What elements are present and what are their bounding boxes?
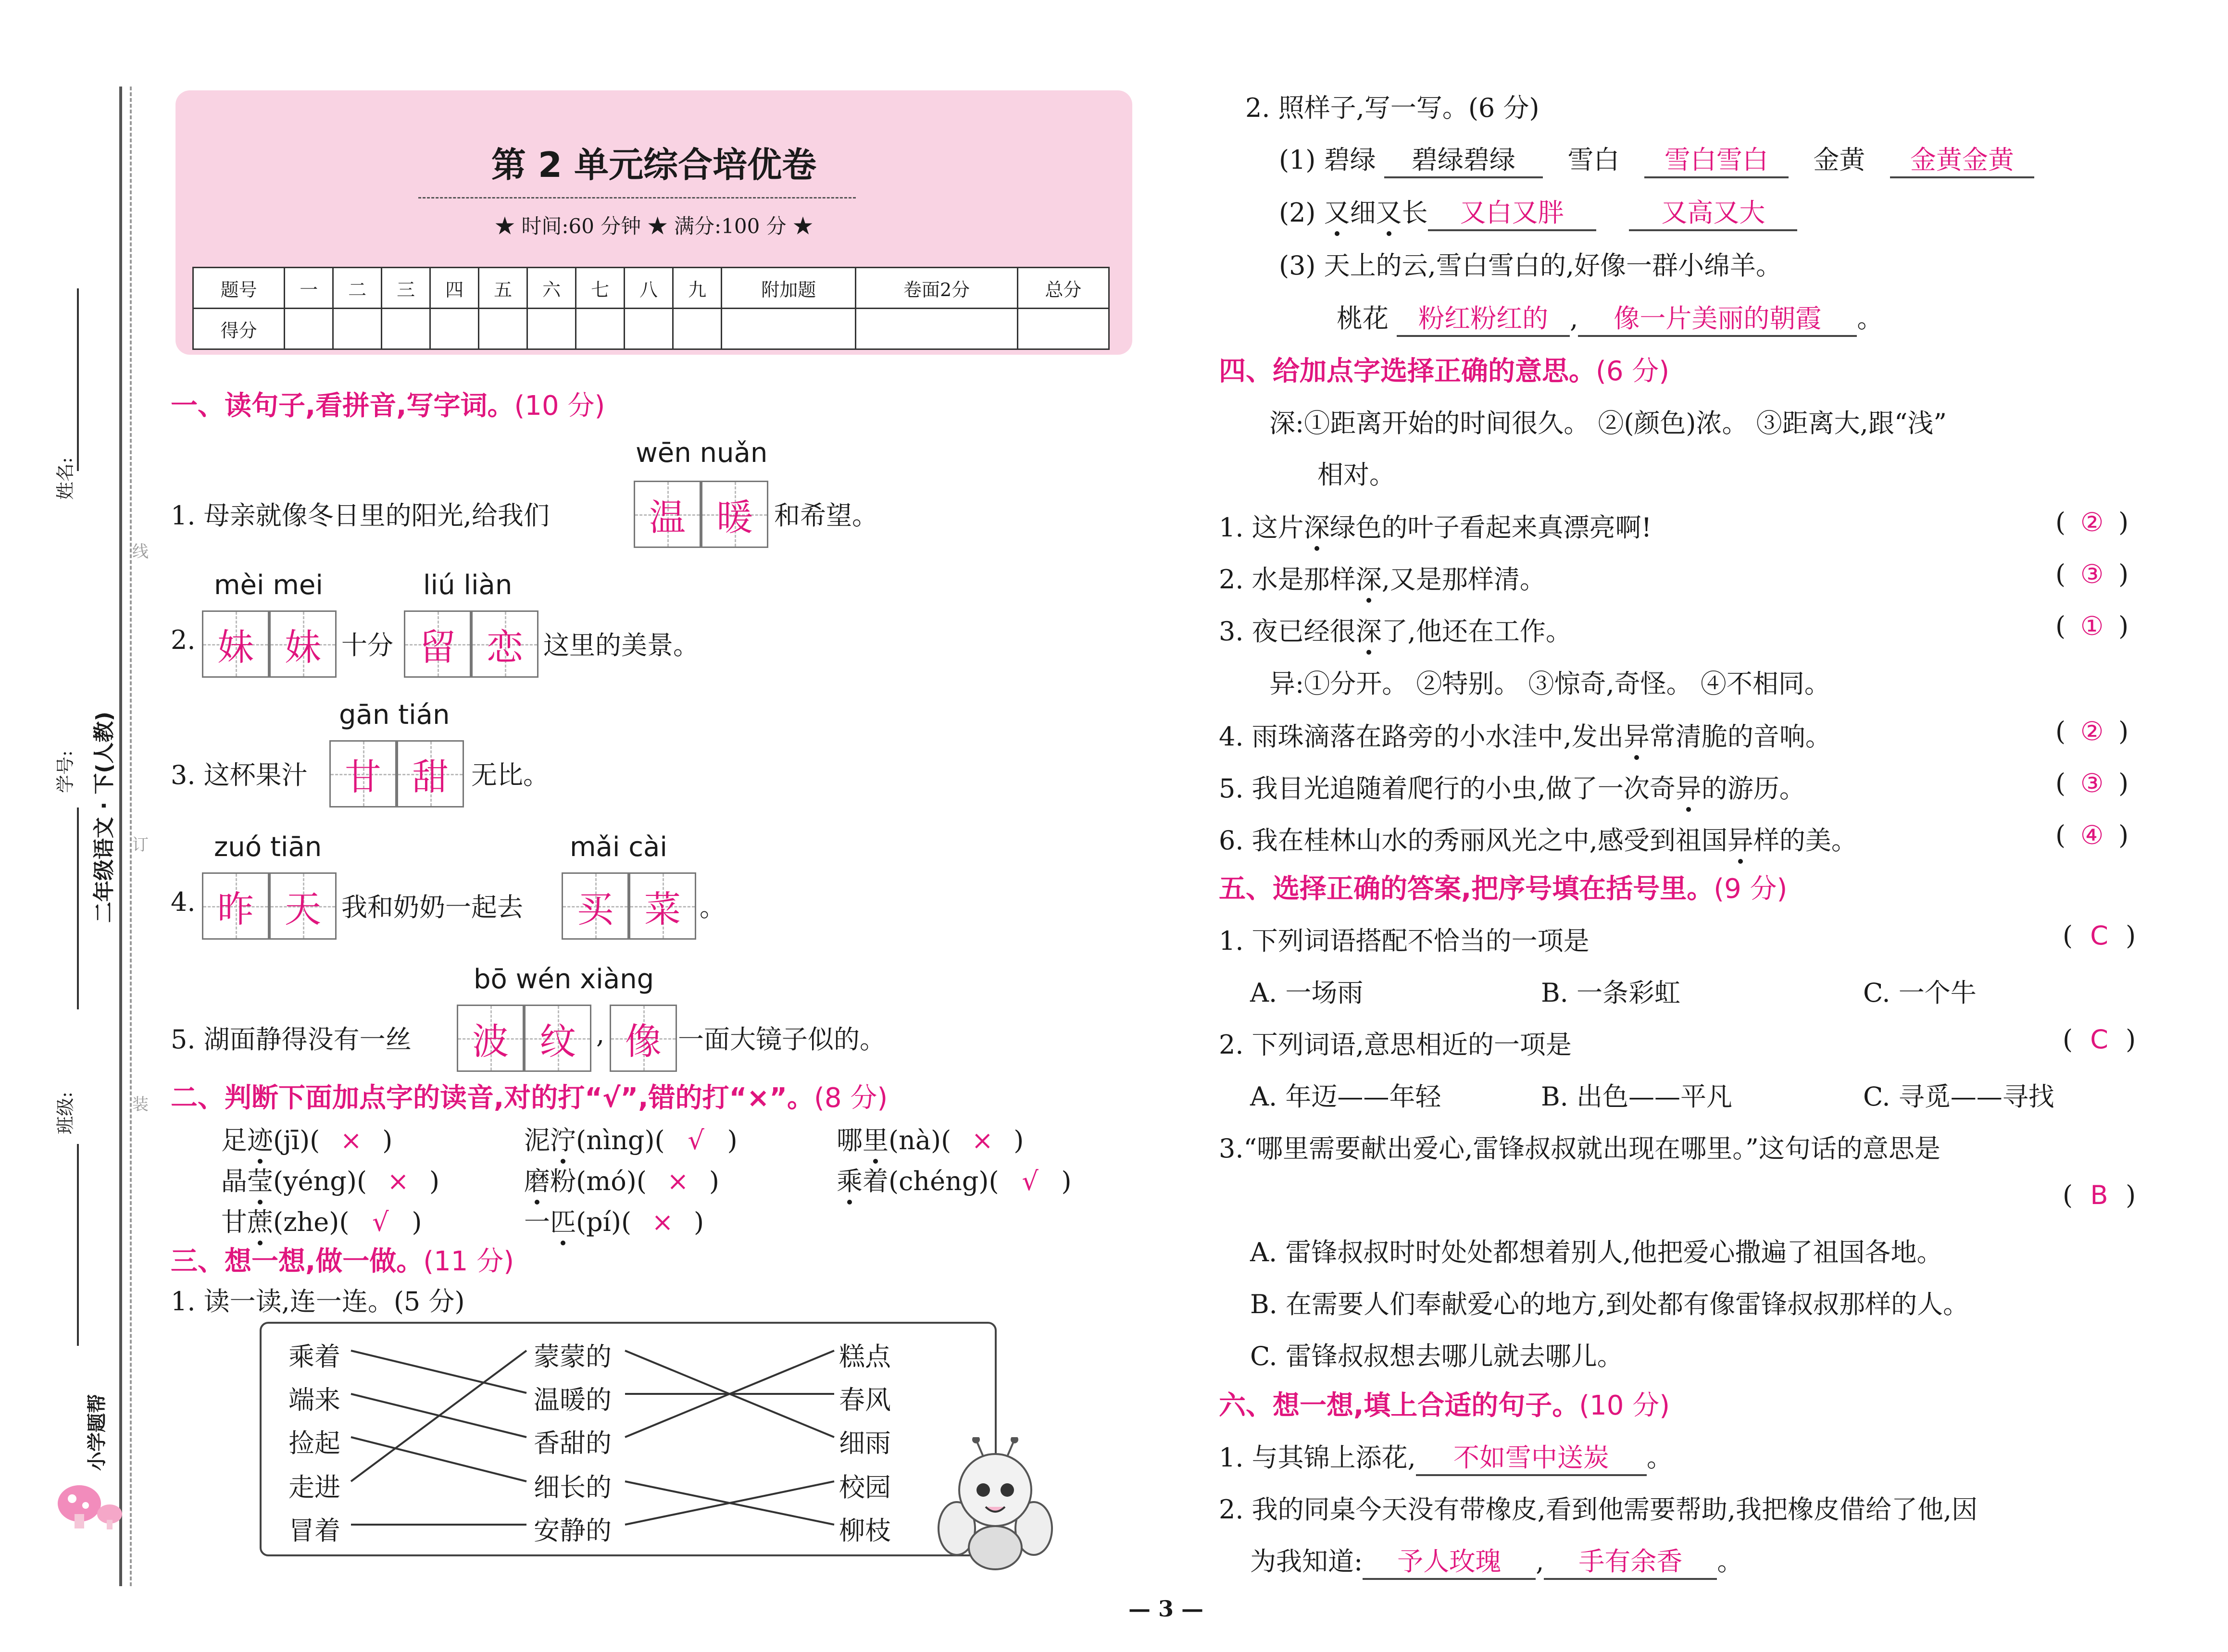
score-cell[interactable] — [382, 309, 430, 349]
s3-q2-1-line — [1279, 139, 2034, 178]
match-middle-item[interactable]: 蒙蒙的 — [534, 1341, 612, 1372]
pinyin-liulian: liú liàn — [423, 570, 513, 601]
pron-text: 甘 — [221, 1207, 247, 1237]
pron-dotted-char: 匹 — [550, 1202, 576, 1239]
q2-1-word2: 雪白 — [1567, 145, 1620, 175]
q1-1-before: 1. 母亲就像冬日里的阳光,给我们 — [171, 500, 550, 531]
section-4-title: 四、给加点字选择正确的意思。 — [1219, 356, 1596, 387]
pron-dotted-char: 泞 — [550, 1120, 576, 1157]
q1-2-num: 2. — [171, 625, 196, 655]
pron-text: 泥 — [524, 1125, 550, 1155]
pronunciation-item: 甘蔗(zhe)( √ ) — [221, 1202, 422, 1239]
score-col-6: 六 — [527, 268, 576, 309]
match-middle-item[interactable]: 温暖的 — [534, 1385, 612, 1415]
s6-q1-text: 1. 与其锦上添花, — [1219, 1442, 1416, 1473]
pron-text: 足 — [221, 1125, 247, 1155]
score-table — [192, 267, 1110, 350]
section-2-heading — [171, 1077, 888, 1115]
match-left-item[interactable]: 冒着 — [288, 1515, 340, 1546]
meaning-dotted: 深 — [1356, 611, 1382, 648]
s6-q1-end: 。 — [1646, 1442, 1673, 1473]
brand-name: 小学题帮 — [86, 1394, 108, 1471]
score-col-5: 五 — [479, 268, 527, 309]
char-box[interactable] — [524, 1005, 591, 1072]
pron-text: 一 — [524, 1207, 550, 1237]
meaning-answer: ② — [2080, 507, 2104, 537]
match-right-item[interactable]: 柳枝 — [839, 1515, 891, 1546]
q2-2-dot1: 又 — [1324, 192, 1350, 229]
score-col-neatness: 卷面2分 — [856, 268, 1017, 309]
match-middle-item[interactable]: 香甜的 — [534, 1428, 612, 1458]
pron-answer[interactable]: × — [667, 1166, 689, 1196]
s6-q2-text: 为我知道: — [1250, 1546, 1363, 1577]
meaning-answer: ② — [2080, 716, 2104, 746]
choice-question: 2. 下列词语,意思相近的一项是 — [1219, 1030, 1572, 1060]
choice-option: A. 一场雨 — [1250, 978, 1364, 1008]
answer-paren[interactable]: ( ① ) — [2055, 611, 2129, 641]
pronunciation-item: 磨粉(mó)( × ) — [524, 1161, 719, 1198]
section-3-title: 三、想一想,做一做。 — [171, 1246, 424, 1277]
s6-q2-answer2[interactable]: 手有余香 — [1544, 1541, 1717, 1580]
section-6-heading — [1219, 1384, 1670, 1423]
char-box[interactable] — [471, 610, 538, 678]
choice-option: C. 寻觅——寻找 — [1863, 1081, 2054, 1112]
meaning-pre: 2. 水是那样 — [1219, 564, 1356, 595]
choice-option: B. 在需要人们奉献爱心的地方,到处都有像雷锋叔叔那样的人。 — [1250, 1289, 1969, 1319]
score-col-4: 四 — [430, 268, 479, 309]
score-col-label: 题号 — [193, 268, 285, 309]
section-5-title: 五、选择正确的答案,把序号填在括号里。 — [1219, 873, 1714, 905]
pron-reading: (yéng)( — [273, 1166, 367, 1196]
choice-answer: B — [2090, 1180, 2108, 1210]
s6-q2-end: 。 — [1717, 1546, 1743, 1577]
pron-answer[interactable]: × — [971, 1125, 993, 1155]
student-id-label: 学号: — [55, 750, 76, 793]
q1-1-after: 和希望。 — [774, 500, 878, 531]
char-box[interactable] — [269, 610, 337, 678]
meaning-post: 绿色的叶子看起来真漂亮啊! — [1329, 512, 1652, 543]
q1-4-after: 。 — [700, 892, 726, 922]
pronunciation-item: 乘着(chéng)( √ ) — [837, 1161, 1072, 1198]
pinyin-maicai: mǎi cài — [570, 832, 667, 863]
pronunciation-item: 泥泞(nìng)( √ ) — [524, 1120, 738, 1157]
pinyin-wennuan: wēn nuǎn — [636, 437, 768, 469]
time-score-info: ★ 时间:60 分钟 ★ 满分:100 分 ★ — [494, 214, 813, 238]
meaning-item — [1219, 716, 1831, 753]
char-box[interactable] — [404, 610, 471, 678]
section-4-heading — [1219, 350, 1669, 388]
pron-reading: (zhe)( — [273, 1207, 350, 1237]
score-col-2: 二 — [333, 268, 382, 309]
pron-reading: (nìng)( — [576, 1125, 665, 1155]
pron-reading: (pí)( — [576, 1207, 632, 1237]
s6-q2-comma: , — [1536, 1546, 1544, 1577]
q2-3-subject: 桃花 — [1337, 303, 1389, 334]
pronunciation-item: 晶莹(yéng)( × ) — [221, 1161, 439, 1198]
char-box[interactable] — [634, 481, 701, 548]
q2-3-answer1[interactable]: 粉红粉红的 — [1397, 298, 1570, 337]
score-cell[interactable] — [527, 309, 576, 349]
book-title: 二年级语文 · 下(人教) — [92, 711, 116, 923]
score-cell[interactable] — [673, 309, 722, 349]
char-box[interactable] — [629, 872, 696, 940]
binding-line-outer — [119, 87, 122, 1586]
q2-2-answer1[interactable]: 又白又胖 — [1428, 192, 1596, 231]
meaning-post: 常清脆的音响。 — [1649, 721, 1831, 752]
score-cell[interactable] — [625, 309, 673, 349]
char-box[interactable] — [202, 872, 269, 940]
def-yi: 异:①分开。 ②特别。 ③惊奇,奇怪。 ④不相同。 — [1269, 669, 1830, 699]
q1-2-mid: 十分 — [341, 630, 393, 660]
char-box[interactable] — [202, 610, 269, 678]
meaning-answer: ④ — [2080, 820, 2104, 850]
mushroom-logo — [53, 1480, 125, 1533]
meaning-item — [1219, 820, 1857, 857]
meaning-pre: 3. 夜已经很 — [1219, 616, 1356, 646]
score-cell[interactable] — [856, 309, 1017, 349]
pron-dotted-char: 里 — [863, 1120, 889, 1157]
pron-answer[interactable]: × — [651, 1207, 674, 1237]
meaning-pre: 4. 雨珠滴落在路旁的小水洼中,发出 — [1219, 721, 1624, 752]
score-table-score-row — [193, 309, 1109, 349]
s6-q1-answer[interactable]: 不如雪中送炭 — [1416, 1437, 1647, 1476]
pron-text: 哪 — [837, 1125, 863, 1155]
char-answer: 妹 — [217, 625, 254, 669]
choice-option: A. 雷锋叔叔时时处处都想着别人,他把爱心撒遍了祖国各地。 — [1250, 1237, 1943, 1267]
match-right-item[interactable]: 糕点 — [839, 1341, 891, 1372]
q2-1-word3: 金黄 — [1813, 145, 1865, 175]
q2-3-answer2[interactable]: 像一片美丽的朝霞 — [1578, 298, 1857, 337]
s3-q2-3-answer-line — [1337, 298, 1883, 337]
s6-q2-answer1[interactable]: 予人玫瑰 — [1363, 1541, 1536, 1580]
char-box[interactable] — [562, 872, 629, 940]
pinyin-zuotian: zuó tiān — [214, 832, 322, 863]
score-cell[interactable] — [1017, 309, 1109, 349]
match-middle-item[interactable]: 细长的 — [534, 1472, 612, 1503]
score-col-1: 一 — [285, 268, 333, 309]
meaning-pre: 5. 我目光追随着爬行的小虫,做了一次奇 — [1219, 773, 1676, 804]
pron-reading: 粉(mó)( — [550, 1166, 647, 1196]
match-right-item[interactable]: 细雨 — [839, 1428, 891, 1458]
pron-answer[interactable]: √ — [688, 1125, 704, 1155]
section-3-score: (11 分) — [423, 1246, 514, 1277]
match-right-item[interactable]: 校园 — [839, 1472, 891, 1503]
q2-1-word1: (1) 碧绿 — [1279, 145, 1376, 175]
score-col-9: 九 — [673, 268, 722, 309]
q1-5-comma: , — [596, 1019, 605, 1049]
q1-5-after: 一面大镜子似的。 — [678, 1024, 886, 1055]
def-shen-cont: 相对。 — [1317, 460, 1395, 490]
meaning-pre: 1. 这片 — [1219, 512, 1304, 543]
pron-dotted-char: 迹 — [247, 1120, 273, 1157]
answer-paren[interactable]: ( ③ ) — [2055, 559, 2129, 589]
char-answer: 波 — [472, 1019, 509, 1063]
pron-text: 晶 — [221, 1166, 247, 1196]
q1-4-num: 4. — [171, 887, 196, 917]
section-6-score: (10 分) — [1579, 1390, 1670, 1421]
meaning-dotted: 深 — [1356, 559, 1382, 596]
meaning-post: ,又是那样清。 — [1381, 564, 1546, 595]
pron-reading: 着(chéng)( — [863, 1166, 999, 1196]
pinyin-gantian: gān tián — [339, 699, 450, 731]
char-box[interactable] — [610, 1005, 677, 1072]
choice-question: 3.“哪里需要献出爱心,雷锋叔叔就出现在哪里。”这句话的意思是 — [1219, 1133, 1940, 1164]
q2-2-m2: 长 — [1402, 198, 1428, 228]
char-answer: 昨 — [217, 887, 254, 931]
q2-3-comma: , — [1570, 303, 1578, 334]
class-field[interactable] — [77, 1144, 79, 1346]
def-shen: 深:①距离开始的时间很久。 ②(颜色)浓。 ③距离大,跟“浅” — [1269, 408, 1947, 438]
q2-1-answer2[interactable]: 雪白雪白 — [1644, 139, 1789, 178]
name-label: 姓名: — [55, 457, 76, 500]
pron-answer[interactable]: × — [387, 1166, 409, 1196]
meaning-answer: ③ — [2080, 768, 2104, 798]
q1-3-after: 无比。 — [471, 760, 549, 790]
pron-answer[interactable]: √ — [1022, 1166, 1039, 1196]
match-middle-item[interactable]: 安静的 — [534, 1515, 612, 1546]
match-left-item[interactable]: 端来 — [288, 1385, 340, 1415]
meaning-dotted: 异 — [1727, 820, 1753, 857]
char-box[interactable] — [701, 481, 768, 548]
s3-q2-title: 2. 照样子,写一写。(6 分) — [1245, 93, 1540, 123]
cut-label-ding: 订 — [132, 835, 149, 855]
page-title: 第 2 单元综合培优卷 — [491, 145, 817, 185]
meaning-item — [1219, 559, 1546, 596]
pron-dotted-char: 蔗 — [247, 1202, 273, 1239]
match-left-item[interactable]: 捡起 — [288, 1428, 340, 1458]
char-answer: 像 — [625, 1019, 662, 1063]
char-answer: 留 — [419, 625, 456, 669]
char-answer: 暖 — [716, 496, 753, 539]
char-answer: 菜 — [644, 887, 681, 931]
pinyin-meimei: mèi mei — [214, 570, 323, 601]
meaning-answer: ① — [2080, 611, 2104, 641]
answer-paren[interactable]: ( B ) — [2063, 1180, 2136, 1210]
q2-2-dot2: 又 — [1376, 192, 1402, 229]
char-answer: 甜 — [412, 755, 449, 798]
q1-3-before: 3. 这杯果汁 — [171, 760, 308, 790]
meaning-item — [1219, 611, 1572, 648]
answer-paren[interactable]: ( C ) — [2063, 1024, 2136, 1055]
char-box[interactable] — [457, 1005, 524, 1072]
score-cell[interactable] — [285, 309, 333, 349]
pron-dotted-char: 乘 — [837, 1161, 863, 1198]
choice-option: C. 一个牛 — [1863, 978, 1977, 1008]
score-col-total: 总分 — [1017, 268, 1109, 309]
s6-q2-line: 2. 我的同桌今天没有带橡皮,看到他需要帮助,我把橡皮借给了他,因 — [1219, 1494, 1978, 1525]
char-answer: 温 — [649, 496, 686, 539]
q2-2-m1: 细 — [1350, 198, 1376, 228]
pronunciation-item: 哪里(nà)( × ) — [837, 1120, 1024, 1157]
q2-3-end: 。 — [1857, 303, 1883, 334]
score-col-7: 七 — [576, 268, 625, 309]
char-box[interactable] — [329, 740, 397, 807]
pron-reading: (nà)( — [889, 1125, 951, 1155]
pinyin-bowenxiang: bō wén xiàng — [474, 964, 654, 995]
choice-option: B. 一条彩虹 — [1541, 978, 1681, 1008]
section-6-title: 六、想一想,填上合适的句子。 — [1219, 1390, 1579, 1421]
match-left-item[interactable]: 走进 — [288, 1472, 340, 1503]
q2-1-answer3[interactable]: 金黄金黄 — [1890, 139, 2034, 178]
choice-option: B. 出色——平凡 — [1541, 1081, 1733, 1112]
char-box[interactable] — [397, 740, 464, 807]
meaning-post: 样的美。 — [1753, 825, 1857, 856]
q1-2-after: 这里的美景。 — [543, 630, 699, 660]
q2-2-answer2[interactable]: 又高又大 — [1629, 192, 1797, 231]
meaning-dotted: 异 — [1624, 716, 1650, 753]
pron-answer[interactable]: √ — [372, 1207, 389, 1237]
choice-answer: C — [2090, 920, 2108, 951]
char-answer: 天 — [285, 887, 321, 931]
section-1-title: 一、读句子,看拼音,写字词。 — [171, 390, 514, 422]
match-right-item[interactable]: 春风 — [839, 1385, 891, 1415]
pron-dotted-char: 莹 — [247, 1161, 273, 1198]
answer-paren[interactable]: ( ② ) — [2055, 716, 2129, 746]
s6-q1-line — [1219, 1437, 1673, 1476]
meaning-post: 的游历。 — [1701, 773, 1805, 804]
answer-paren[interactable]: ( ④ ) — [2055, 820, 2129, 850]
pron-reading: (jī)( — [273, 1125, 320, 1155]
meaning-item — [1219, 507, 1652, 544]
answer-paren[interactable]: ( ② ) — [2055, 507, 2129, 537]
s3-q2-2-line — [1279, 192, 1797, 231]
class-label: 班级: — [55, 1092, 76, 1134]
answer-paren[interactable]: ( C ) — [2063, 920, 2136, 951]
pron-answer[interactable]: × — [340, 1125, 362, 1155]
score-cell[interactable] — [576, 309, 625, 349]
score-cell[interactable] — [333, 309, 382, 349]
score-col-bonus: 附加题 — [722, 268, 856, 309]
section-2-score: (8 分) — [814, 1082, 888, 1114]
s3-q1-title: 1. 读一读,连一连。(5 分) — [171, 1286, 465, 1317]
meaning-dotted: 深 — [1304, 507, 1330, 544]
choice-option: C. 雷锋叔叔想去哪儿就去哪儿。 — [1250, 1341, 1623, 1371]
page-number: — 3 — — [1128, 1596, 1204, 1622]
answer-paren[interactable]: ( ③ ) — [2055, 768, 2129, 798]
pronunciation-item: 一匹(pí)( × ) — [524, 1202, 704, 1239]
section-1-heading — [171, 385, 605, 423]
choice-answer: C — [2090, 1024, 2108, 1055]
q1-4-mid: 我和奶奶一起去 — [341, 892, 523, 922]
score-cell[interactable] — [430, 309, 479, 349]
score-col-8: 八 — [625, 268, 673, 309]
meaning-post: 了,他还在工作。 — [1381, 616, 1572, 646]
score-cell[interactable] — [722, 309, 856, 349]
pron-dotted-char: 磨 — [524, 1161, 550, 1198]
q2-2-label: (2) — [1279, 198, 1324, 228]
s3-q2-3-line: (3) 天上的云,雪白雪白的,好像一群小绵羊。 — [1279, 250, 1782, 281]
cut-label-xian: 线 — [132, 542, 149, 561]
student-id-field[interactable] — [77, 807, 79, 1009]
meaning-pre: 6. 我在桂林山水的秀丽风光之中,感受到祖国 — [1219, 825, 1727, 856]
match-left-item[interactable]: 乘着 — [288, 1341, 340, 1372]
choice-question: 1. 下列词语搭配不恰当的一项是 — [1219, 926, 1590, 956]
score-table-header-row — [193, 268, 1109, 309]
name-field[interactable] — [77, 288, 79, 471]
char-answer: 甘 — [345, 755, 381, 798]
section-2-title: 二、判断下面加点字的读音,对的打“√”,错的打“×”。 — [171, 1082, 814, 1114]
char-answer: 纹 — [539, 1019, 576, 1063]
score-col-3: 三 — [382, 268, 430, 309]
char-answer: 妹 — [285, 625, 321, 669]
pronunciation-item: 足迹(jī)( × ) — [221, 1120, 392, 1157]
bee-illustration — [933, 1437, 1058, 1581]
section-1-score: (10 分) — [514, 390, 605, 422]
q2-1-example: 碧绿碧绿 — [1384, 139, 1543, 178]
q1-5-before: 5. 湖面静得没有一丝 — [171, 1024, 412, 1055]
meaning-item — [1219, 768, 1805, 805]
section-5-score: (9 分) — [1714, 873, 1788, 905]
section-5-heading — [1219, 868, 1787, 906]
choice-option: A. 年迈——年轻 — [1250, 1081, 1441, 1112]
section-4-score: (6 分) — [1596, 356, 1670, 387]
char-answer: 恋 — [487, 625, 523, 669]
score-cell[interactable] — [479, 309, 527, 349]
score-row-label: 得分 — [193, 309, 285, 349]
char-answer: 买 — [577, 887, 613, 931]
s6-q2-answer-line — [1250, 1541, 1743, 1580]
meaning-answer: ③ — [2080, 559, 2104, 589]
section-3-heading — [171, 1240, 514, 1279]
cut-label-zhuang: 装 — [132, 1095, 149, 1114]
cut-line — [130, 87, 132, 1586]
meaning-dotted: 异 — [1676, 768, 1702, 805]
title-underline — [418, 197, 856, 199]
char-box[interactable] — [269, 872, 337, 940]
